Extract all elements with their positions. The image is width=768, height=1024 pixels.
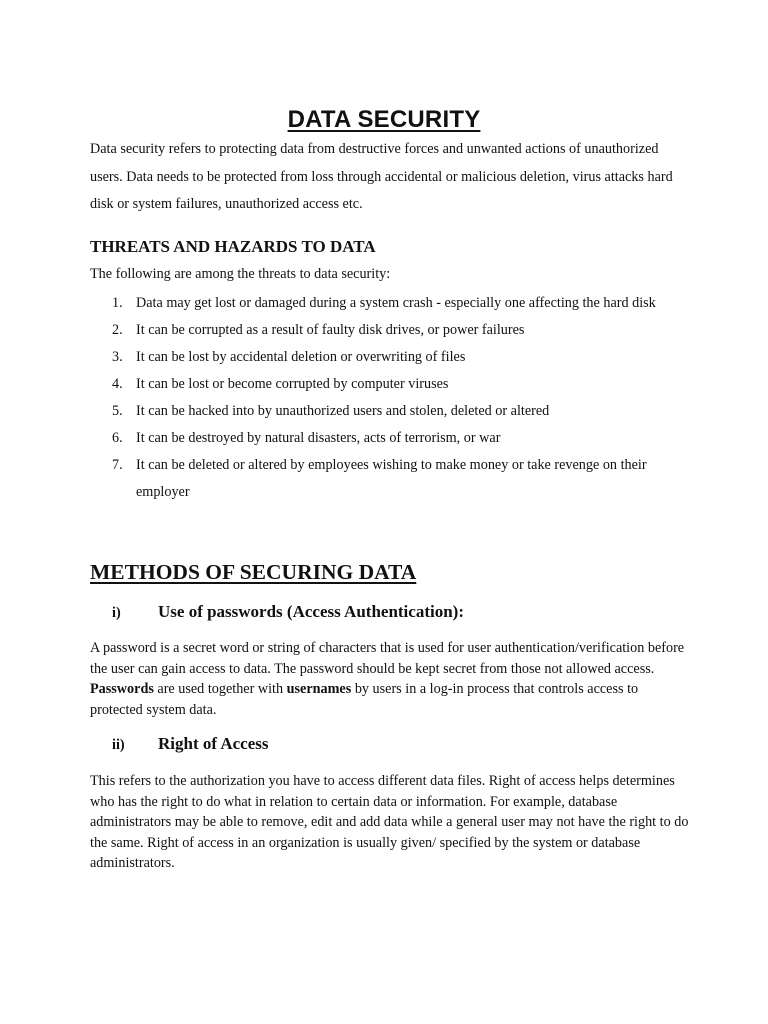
threat-list [90, 290, 690, 506]
list-item-number: 1. [112, 295, 123, 311]
list-item [90, 371, 690, 398]
passwords-text-3: by users in a log-in process that controls access to protected system data. [90, 681, 639, 718]
list-item-number: 2. [112, 322, 123, 338]
passwords-numeral: i) [112, 605, 121, 621]
list-item-number: 3. [112, 349, 123, 365]
list-item-text: It can be destroyed by natural disasters, acts of terrorism, or war [136, 430, 501, 446]
methods-heading: METHODS OF SECURING DATA [90, 560, 417, 584]
list-item [90, 398, 690, 425]
passwords-heading-text: Use of passwords (Access Authentication): [158, 602, 464, 621]
passwords-bold-term: Passwords [90, 681, 154, 697]
list-item-number: 6. [112, 430, 123, 446]
list-item-text: Data may get lost or damaged during a system crash - especially one affecting the hard disk [136, 295, 656, 311]
list-item-number: 7. [112, 457, 123, 473]
threats-heading: THREATS AND HAZARDS TO DATA [90, 237, 376, 256]
list-item-number: 4. [112, 376, 123, 392]
list-item [90, 317, 690, 344]
passwords-text-1: A password is a secret word or string of characters that is used for user authentication/verification before the user can gain access to data. The password should be kept secret from those not allowed access. [90, 640, 685, 677]
page-title: DATA SECURITY [287, 106, 481, 134]
access-numeral: ii) [112, 737, 125, 753]
passwords-text-2: are used together with [153, 681, 287, 697]
list-item-number: 5. [112, 403, 123, 419]
list-item-text: It can be lost or become corrupted by computer viruses [136, 376, 449, 392]
usernames-bold-term: usernames [286, 681, 352, 697]
passwords-paragraph [90, 638, 690, 720]
intro-paragraph: Data security refers to protecting data from destructive forces and unwanted actions of unauthorized users. Data needs to be protected from loss through accidental or malicious deletion, virus attacks hard disk or system failures, unauthorized access etc. [90, 141, 673, 212]
list-item [90, 344, 690, 371]
list-item [90, 425, 690, 452]
access-heading-text: Right of Access [158, 734, 269, 753]
list-item-text: It can be corrupted as a result of faulty disk drives, or power failures [136, 322, 525, 338]
access-paragraph: This refers to the authorization you have to access different data files. Right of access helps determines who has the right to do what in relation to certain data or information. For example, database administrators may be able to remove, edit and add data while a general user may not have the right to do the same. Right of access in an organization is usually given/ specified by the system or database administrators. [90, 773, 689, 871]
threats-lead-text: The following are among the threats to data security: [90, 266, 391, 282]
list-item-text: It can be hacked into by unauthorized users and stolen, deleted or altered [136, 403, 550, 419]
list-item-text: It can be deleted or altered by employees wishing to make money or take revenge on their employer [136, 457, 647, 500]
list-item [90, 290, 690, 317]
list-item [90, 452, 690, 506]
list-item-text: It can be lost by accidental deletion or overwriting of files [136, 349, 466, 365]
